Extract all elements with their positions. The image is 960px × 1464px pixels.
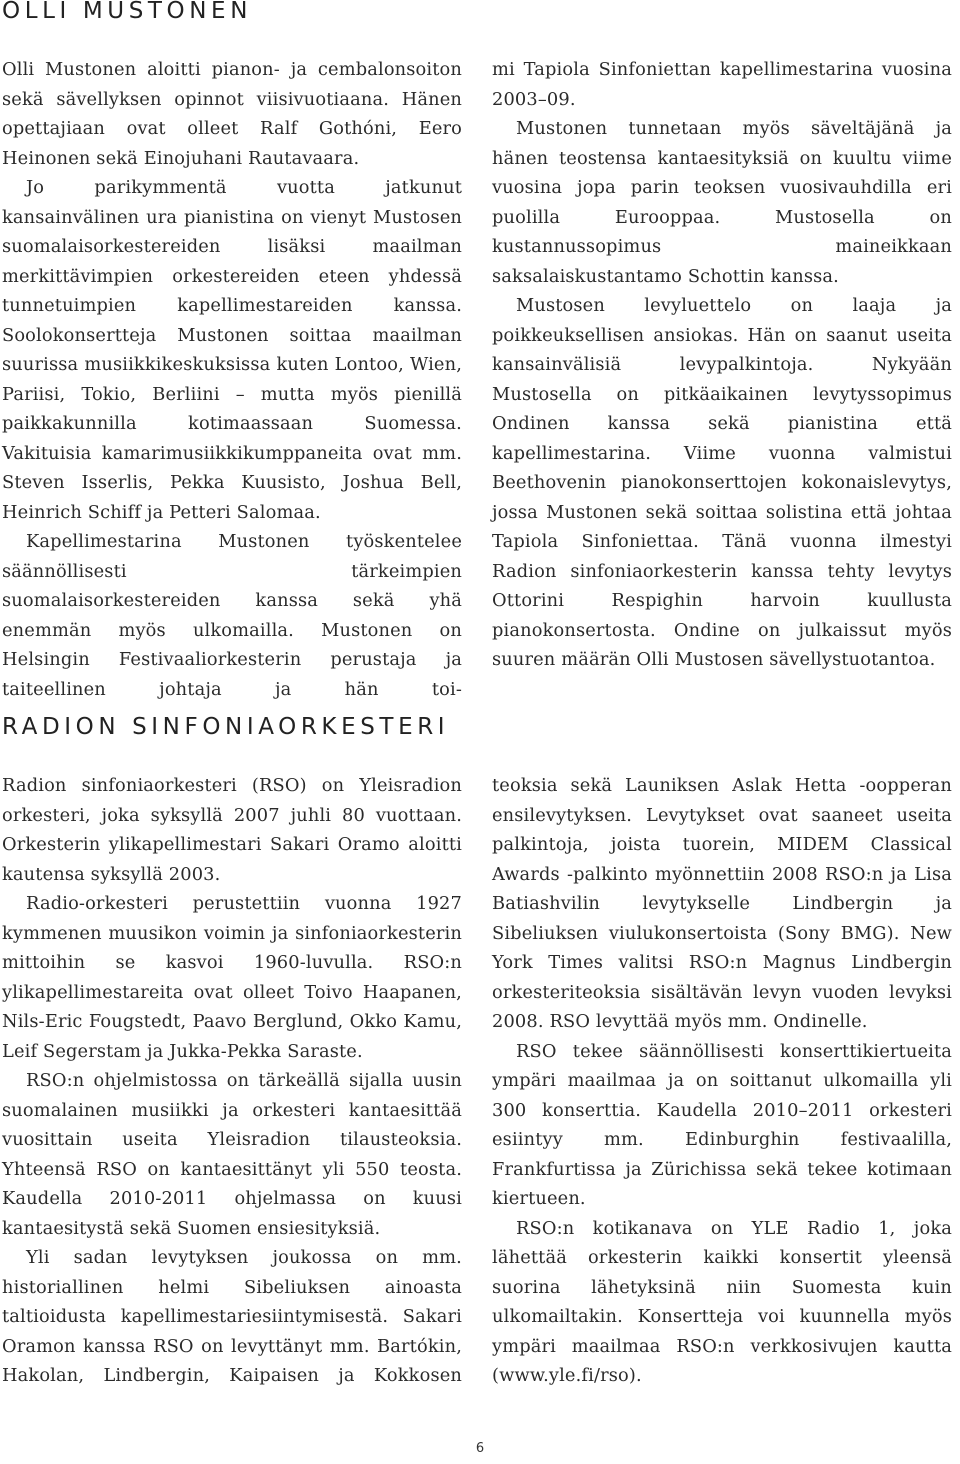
paragraph: RSO:n ohjelmistossa on tärkeällä sijalla uusin suomalainen musiikki ja orkesteri kantaesittää vuosittain useita Yleisradion tilausteoksia. Yhteensä RSO on kantaesittänyt yli 550 teosta. Kaudella 2010-2011 ohjelmassa on kuusi kantaesitystä sekä Suomen ensiesityksiä.: [2, 1070, 462, 1239]
olli-mustonen-column-right: [492, 55, 952, 675]
paragraph: Olli Mustonen aloitti pianon- ja cembalonsoiton sekä sävellyksen opinnot viisivuotiaana. Hänen opettajiaan ovat olleet Ralf Gothóni, Eero Heinonen sekä Einojuhani Rautavaara.: [2, 59, 462, 169]
paragraph: Kapellimestarina Mustonen työskentelee säännöllisesti tärkeimpien suomalaisorkestereiden kanssa sekä yhä enemmän myös ulkomailla. Mustonen on Helsingin Festivaaliorkesterin perustaja ja taiteellinen johtaja ja hän toi-: [2, 531, 462, 700]
page-number: 6: [475, 1441, 485, 1456]
rso-column-right: [492, 771, 952, 1391]
olli-mustonen-column-left: [2, 55, 462, 704]
paragraph: RSO:n kotikanava on YLE Radio 1, joka lähettää orkesterin kaikki konsertit yleensä suorina lähetyksinä niin Suomesta kuin ulkomailtakin. Konsertteja voi kuunnella myös ympäri maailmaa RSO:n verkkosivujen kautta (www.yle.fi/rso).: [492, 1217, 952, 1386]
paragraph: teoksia sekä Launiksen Aslak Hetta -oopperan ensilevytyksen. Levytykset ovat saaneet useita palkintoja, joista tuorein, MIDEM Classical Awards -palkinto myönnettiin 2008 RSO:n ja Lisa Batiashvilin levytykselle Lindbergin ja Sibeliuksen viulukonsertoista (Sony BMG). New York Times valitsi RSO:n Magnus Lindbergin orkesteriteoksia sisältävän levyn vuoden levyksi 2008. RSO levyttää myös mm. Ondinelle.: [492, 775, 952, 1032]
paragraph: Yli sadan levytyksen joukossa on mm. historiallinen helmi Sibeliuksen ainoasta taltioidusta kapellimestariesiintymisestä. Sakari Oramon kanssa RSO on levyttänyt mm. Bartókin, Hakolan, Lindbergin, Kaipaisen ja Kokkosen: [2, 1247, 462, 1386]
section-heading-olli-mustonen: OLLI MUSTONEN: [2, 0, 252, 24]
paragraph: Radio-orkesteri perustettiin vuonna 1927 kymmenen muusikon voimin ja sinfoniaorkesterin mittoihin se kasvoi 1960-luvulla. RSO:n ylikapellimestareita ovat olleet Toivo Haapanen, Nils-Eric Fougstedt, Paavo Berglund, Okko Kamu, Leif Segerstam ja Jukka-Pekka Saraste.: [2, 893, 462, 1062]
rso-column-left: [2, 771, 462, 1391]
section-heading-radion-sinfoniaorkesteri: RADION SINFONIAORKESTERI: [2, 714, 450, 740]
paragraph: Mustonen tunnetaan myös säveltäjänä ja hänen teostensa kantaesityksiä on kuultu viime vuosina jopa parin teoksen vuosivauhdilla eri puolilla Eurooppaa. Mustosella on kustannussopimus maineikkaan saksalaiskustantamo Schottin kanssa.: [492, 118, 952, 287]
paragraph: Jo parikymmentä vuotta jatkunut kansainvälinen ura pianistina on vienyt Mustosen suomalaisorkestereiden lisäksi maailman merkittävimpien orkestereiden eteen yhdessä tunnetuimpien kapellimestareiden kanssa. Soolokonsertteja Mustonen soittaa maailman suurissa musiikkikeskuksissa kuten Lontoo, Wien, Pariisi, Tokio, Berliini – mutta myös pienillä paikkakunnilla kotimaassaan Suomessa. Vakituisia kamarimusiikkikumppaneita ovat mm. Steven Isserlis, Pekka Kuusisto, Joshua Bell, Heinrich Schiff ja Petteri Salomaa.: [2, 177, 462, 523]
paragraph: RSO tekee säännöllisesti konserttikiertueita ympäri maailmaa ja on soittanut ulkomailla yli 300 konserttia. Kaudella 2010–2011 orkesteri esiintyy mm. Edinburghin festivaalilla, Frankfurtissa ja Zürichissa sekä tekee kotimaan kiertueen.: [492, 1040, 952, 1209]
paragraph: Radion sinfoniaorkesteri (RSO) on Yleisradion orkesteri, joka syksyllä 2007 juhli 80 vuottaan. Orkesterin ylikapellimestari Sakari Oramo aloitti kautensa syksyllä 2003.: [2, 775, 462, 885]
paragraph: mi Tapiola Sinfoniettan kapellimestarina vuosina 2003–09.: [492, 59, 952, 110]
paragraph: Mustosen levyluettelo on laaja ja poikkeuksellisen ansiokas. Hän on saanut useita kansainvälisiä levypalkintoja. Nykyään Mustosella on pitkäaikainen levytyssopimus Ondinen kanssa sekä pianistina että kapellimestarina. Viime vuonna valmistui Beethovenin pianokonserttojen kokonaislevytys, jossa Mustonen sekä soittaa solistina että johtaa Tapiola Sinfoniettaa. Tänä vuonna ilmestyi Radion sinfoniaorkesterin kanssa tehty levytys Ottorini Respighin harvoin kuullusta pianokonsertosta. Ondine on julkaissut myös suuren määrän Olli Mustosen sävellystuotantoa.: [492, 295, 952, 670]
